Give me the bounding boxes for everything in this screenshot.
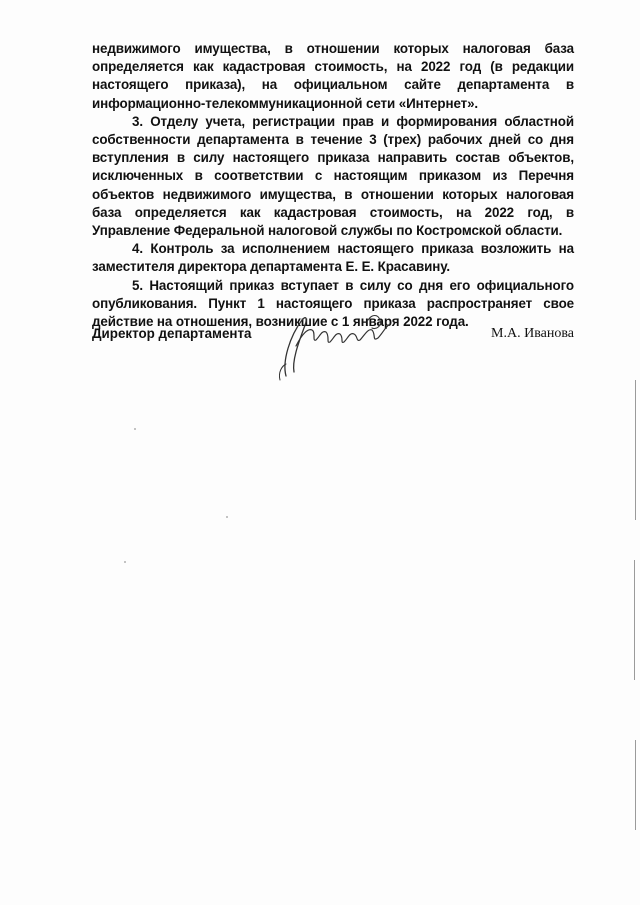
scan-edge-line [634,560,635,680]
paragraph-3: 3. Отделу учета, регистрации прав и формирования областной собственности департамента в течение 3 (трех) рабочих дней со дня вступления в силу настоящего приказа направить состав объектов, исключенных в соответствии с настоящим приказом из Перечня объектов недвижимого имущества, в отношении которых налоговая база определяется как кадастровая стоимость, на 2022 год, в Управление Федеральной налоговой службы по Костромской области. [92,113,574,239]
document-body [92,40,574,331]
paragraph-5: 5. Настоящий приказ вступает в силу со дня его официального опубликования. Пункт 1 настоящего приказа распространяет свое действие на отношения, возникшие с 1 января 2022 года. [92,277,574,330]
paragraph-continuation: недвижимого имущества, в отношении которых налоговая база определяется как кадастровая стоимость, на 2022 год (в редакции настоящего приказа), на официальном сайте департамента в информационно-телекоммуникационной сети «Интернет». [92,41,574,111]
scan-speck [226,516,228,518]
paragraph-4: 4. Контроль за исполнением настоящего приказа возложить на заместителя директора департамента Е. Е. Красавину. [92,241,574,275]
scan-speck [134,428,136,430]
handwritten-signature [272,306,402,386]
scan-edge-line [635,380,636,520]
scan-speck [124,561,126,563]
signer-title: Директор департамента [92,326,252,341]
scan-edge-line [635,740,636,830]
signer-name: М.А. Иванова [491,326,574,341]
